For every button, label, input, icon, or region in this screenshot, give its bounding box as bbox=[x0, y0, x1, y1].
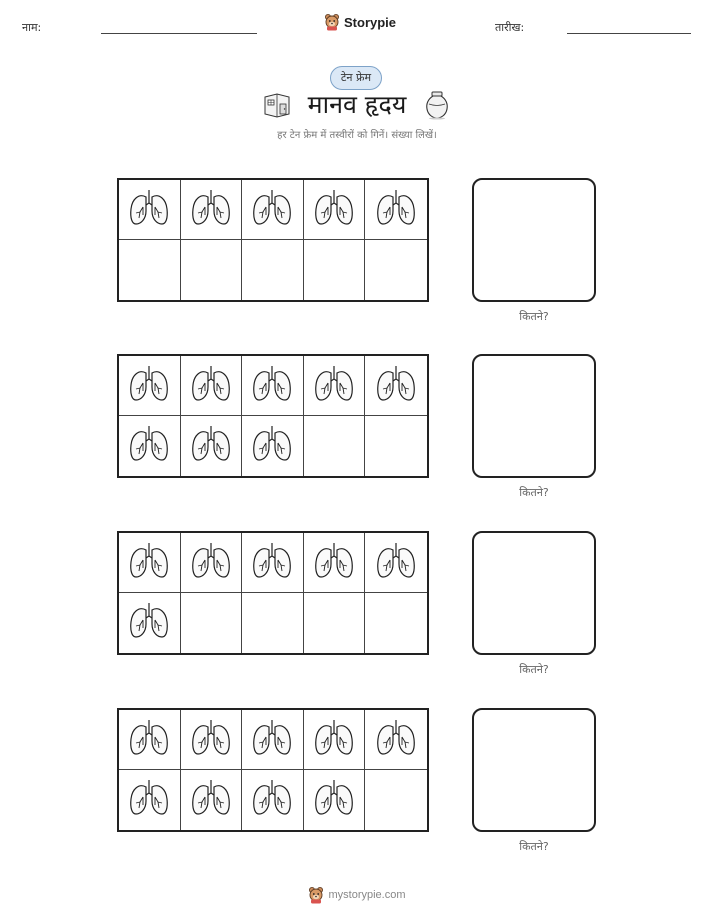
frame-cell bbox=[119, 180, 181, 240]
frame-cell bbox=[181, 593, 243, 653]
lungs-icon bbox=[127, 187, 171, 233]
frame-cell bbox=[365, 533, 427, 593]
frame-cell bbox=[119, 356, 181, 416]
lungs-icon bbox=[189, 717, 233, 763]
frame-cell bbox=[119, 710, 181, 770]
frame-cell bbox=[242, 240, 304, 300]
frame-cell bbox=[304, 356, 366, 416]
date-field[interactable] bbox=[567, 33, 691, 34]
answer-box[interactable] bbox=[472, 531, 596, 655]
brand-logo bbox=[324, 12, 396, 32]
answer-prompt: कितने? bbox=[519, 310, 549, 323]
frame-cell bbox=[181, 240, 243, 300]
frame-cell bbox=[365, 356, 427, 416]
lungs-icon bbox=[189, 423, 233, 469]
lungs-icon bbox=[250, 777, 294, 823]
lungs-icon bbox=[312, 363, 356, 409]
name-label: नाम: bbox=[22, 21, 42, 34]
footer-url: mystorypie.com bbox=[328, 889, 406, 901]
frame-cell bbox=[181, 416, 243, 476]
lungs-icon bbox=[127, 717, 171, 763]
lungs-icon bbox=[312, 540, 356, 586]
frame-cell bbox=[119, 593, 181, 653]
frame-cell bbox=[181, 770, 243, 830]
lungs-icon bbox=[127, 540, 171, 586]
frame-cell bbox=[242, 416, 304, 476]
frame-cell bbox=[181, 710, 243, 770]
name-field[interactable] bbox=[101, 33, 257, 34]
lungs-icon bbox=[374, 717, 418, 763]
frame-cell bbox=[119, 533, 181, 593]
frame-cell bbox=[365, 416, 427, 476]
answer-prompt: कितने? bbox=[519, 663, 549, 676]
frame-cell bbox=[119, 770, 181, 830]
frame-cell bbox=[365, 593, 427, 653]
frame-cell bbox=[304, 180, 366, 240]
lungs-icon bbox=[312, 717, 356, 763]
answer-box[interactable] bbox=[472, 354, 596, 478]
room-icon bbox=[262, 92, 292, 118]
frame-cell bbox=[304, 710, 366, 770]
answer-prompt: कितने? bbox=[519, 840, 549, 853]
pot-icon bbox=[424, 90, 450, 120]
frame-cell bbox=[304, 533, 366, 593]
lungs-icon bbox=[312, 187, 356, 233]
ten-frame bbox=[117, 708, 429, 832]
frame-cell bbox=[304, 240, 366, 300]
instructions: हर टेन फ्रेम में तस्वीरों को गिनें। संख्या लिखें। bbox=[277, 130, 437, 141]
lungs-icon bbox=[312, 777, 356, 823]
lungs-icon bbox=[189, 540, 233, 586]
frame-cell bbox=[365, 240, 427, 300]
frame-cell bbox=[242, 180, 304, 240]
lungs-icon bbox=[374, 363, 418, 409]
answer-prompt: कितने? bbox=[519, 486, 549, 499]
ten-frame bbox=[117, 531, 429, 655]
lungs-icon bbox=[127, 777, 171, 823]
frame-cell bbox=[242, 770, 304, 830]
lungs-icon bbox=[250, 717, 294, 763]
answer-box[interactable] bbox=[472, 708, 596, 832]
answer-box[interactable] bbox=[472, 178, 596, 302]
frame-cell bbox=[119, 240, 181, 300]
date-label: तारीख: bbox=[495, 21, 525, 34]
frame-cell bbox=[365, 770, 427, 830]
topic-badge: टेन फ्रेम bbox=[330, 66, 382, 90]
lungs-icon bbox=[189, 777, 233, 823]
frame-cell bbox=[242, 533, 304, 593]
ten-frame bbox=[117, 354, 429, 478]
footer bbox=[0, 886, 714, 904]
lungs-icon bbox=[189, 187, 233, 233]
frame-cell bbox=[365, 710, 427, 770]
lungs-icon bbox=[127, 600, 171, 646]
lungs-icon bbox=[250, 187, 294, 233]
frame-cell bbox=[181, 356, 243, 416]
lungs-icon bbox=[189, 363, 233, 409]
frame-cell bbox=[242, 710, 304, 770]
frame-cell bbox=[304, 770, 366, 830]
lungs-icon bbox=[127, 363, 171, 409]
lungs-icon bbox=[250, 540, 294, 586]
bear-icon bbox=[324, 13, 340, 31]
lungs-icon bbox=[374, 187, 418, 233]
frame-cell bbox=[242, 593, 304, 653]
lungs-icon bbox=[250, 363, 294, 409]
page-title: मानव हृदय bbox=[307, 90, 407, 119]
lungs-icon bbox=[127, 423, 171, 469]
frame-cell bbox=[181, 533, 243, 593]
lungs-icon bbox=[374, 540, 418, 586]
frame-cell bbox=[181, 180, 243, 240]
ten-frame bbox=[117, 178, 429, 302]
frame-cell bbox=[304, 416, 366, 476]
frame-cell bbox=[119, 416, 181, 476]
bear-icon bbox=[308, 886, 324, 904]
frame-cell bbox=[304, 593, 366, 653]
lungs-icon bbox=[250, 423, 294, 469]
frame-cell bbox=[365, 180, 427, 240]
frame-cell bbox=[242, 356, 304, 416]
brand-name: Storypie bbox=[344, 14, 397, 30]
